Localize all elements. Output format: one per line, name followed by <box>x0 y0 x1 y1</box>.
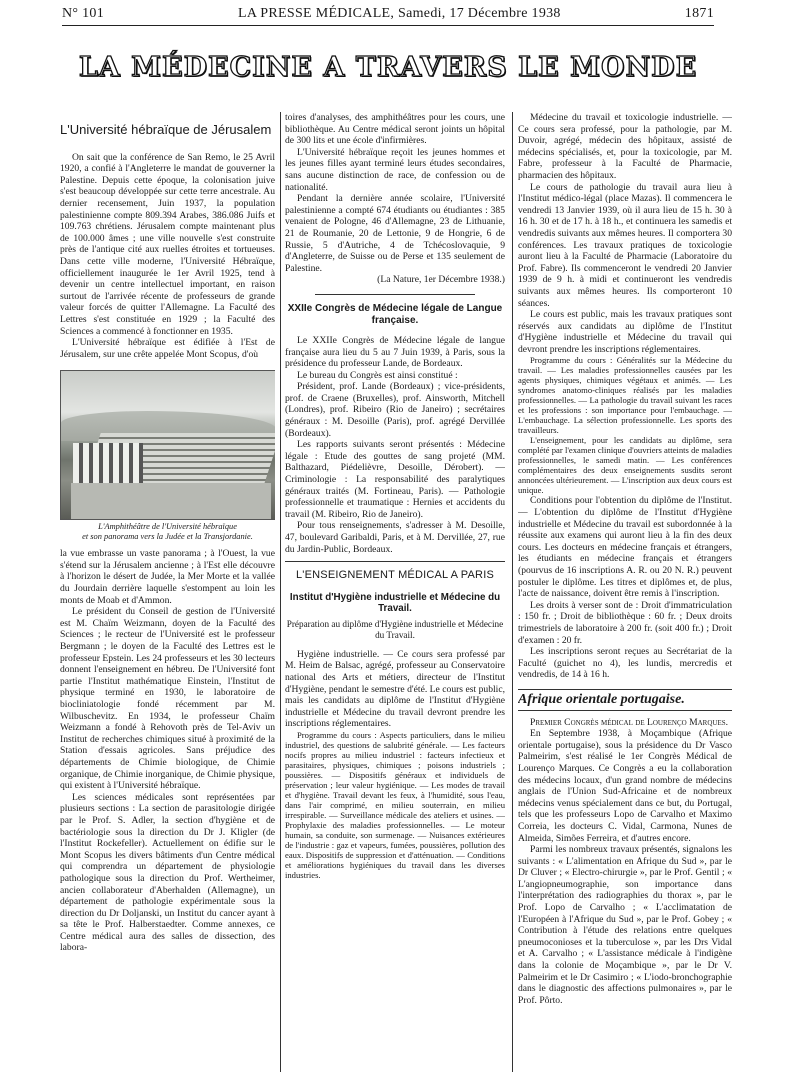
header-rule <box>62 25 714 26</box>
column-2 <box>285 112 505 1074</box>
paragraph: toires d'analyses, des amphithéâtres pour les cours, une bibliothèque. Au Centre médical seront joints un hôpital de 300 lits et une école d'infirmières. <box>285 112 505 147</box>
paragraph: Le cours de pathologie du travail aura lieu à l'Institut médico-légal (place Mazas). Il commencera le vendredi 13 Janvier 1939, où il aura lieu de 15 h. 30 à 16 h. 30 et de 17 h. à 18 h., et continuera les samedis et vendredis suivants aux mêmes heures. Il comportera 30 conférences. Les travaux pratiques de toxicologie auront lieu à la Faculté de Pharmacie (Laboratoire du Prof. Fabre). Ils commenceront le vendredi 20 Janvier 1939 de 9 h. à midi et continueront les vendredis suivants aux mêmes heures. Ils comporteront 10 séances. <box>518 181 732 309</box>
paragraph: L'enseignement, pour les candidats au diplôme, sera complété par l'examen clinique d'ouvriers atteints de maladies professionnelles, le samedi matin. — Les conférences complémentaires des deux enseignements susdits seront annoncées ultérieurement. — L'inscription aux deux cours est unique. <box>518 435 732 496</box>
paragraph: Le président du Conseil de gestion de l'Université est M. Chaïm Weizmann, doyen de la Faculté des Sciences ; le recteur de l'Université est le professeur Bergmann ; le doyen de la Faculté des Lettres est le professeur Epstein. Les 24 professeurs et les 30 lecteurs donnent l'enseignement en hébreu. De l'Université font partie l'Institut mathématique Einstein, l'Institut de physique terminé en 1930, le laboratoire de biocliniatologie fondé récemment par M. Wilbuschevitz. En 1934, le professeur Chaïm Weizmann a fondé à Rehovoth près de Tel-Aviv un Institut de recherches chimiques situé à proximité de la Station d'essais agricoles. Sans préjudice des départements de Chimie biologique, de Chimie organique, de Chimie inorganique, de Chimie physique, qui existent à l'Université hébraïque. <box>60 606 275 792</box>
paragraph: Médecine du travail et toxicologie industrielle. — Ce cours sera professé, pour la pathologie, par M. Duvoir, agrégé, médecin des hôpitaux, assisté de médecins spécialisés, et, pour la toxicologie, par M. Fabre, professeur à la Faculté de Pharmacie, pharmacien des hôpitaux. <box>518 112 732 181</box>
paragraph: Président, prof. Lande (Bordeaux) ; vice-présidents, prof. de Craene (Bruxelles), prof. Ainsworth, Mitchell (Londres), prof. Ribeiro (Rio de Janeiro) ; secrétaires généraux : M. Desoille (Paris), prof. agrégé Dervillée (Bordeaux). <box>285 381 505 439</box>
amphitheatre-photo <box>60 370 275 520</box>
diploma-subtitle: Préparation au diplôme d'Hygiène industrielle et Médecine du Travail. <box>286 618 504 640</box>
paragraph: la vue embrasse un vaste panorama ; à l'Ouest, la vue s'étend sur la Jérusalem ancienne ; à l'Est elle découvre à l'horizon le désert de Judée, la Mer Morte et la vallée du Jourdain derrière laquelle s'estompent au loin les monts de Moab et d'Ammon. <box>60 548 275 606</box>
paragraph: L'Université hébraïque est édifiée à l'Est de Jérusalem, sur une crête appelée Mont Scopus, d'où <box>60 337 275 360</box>
column-divider <box>512 112 513 1072</box>
issue-number: N° 101 <box>62 6 105 21</box>
paragraph: Pendant la dernière année scolaire, l'Université palestinienne a compté 674 étudiants ou étudiantes : 385 venaient de Pologne, 46 d'Allemagne, 23 de Lithuanie, 21 de Roumanie, 20 de Lettonie, 9 de Hongrie, 6 de Russie, 5 d'Autriche, 4 de Tchécoslovaquie, 9 d'Angleterre, de Suisse ou de Perse et 135 seulement de Palestine. <box>285 193 505 274</box>
paragraph: Le XXIIe Congrès de Médecine légale de langue française aura lieu du 5 au 7 Juin 1939, à Paris, sous la présidence du professeur Lande, de Bordeaux. <box>285 334 505 370</box>
page-number: 1871 <box>684 6 714 21</box>
congress-title: XXIIe Congrès de Médecine légale de Langue française. <box>287 302 503 326</box>
article-title: L'Université hébraïque de Jérusalem <box>60 122 272 137</box>
course-programme: Programme du cours : Généralités sur la Médecine du travail. — Les maladies professionnelles causées par les agents physiques, chimiques végétaux et animés. — Les syndromes anatomo-cliniques réalisés par les maladies professionnelles. — La pathologie du travail suivant les races et les professions : son importance pour l'embauchage. — L'embauchage. La sélection professionnelle. Les sports des travailleurs. <box>518 355 732 436</box>
institute-title: Institut d'Hygiène industrielle et Médecine du Travail. <box>289 591 501 615</box>
paragraph: Les rapports suivants seront présentés : Médecine légale : Etude des gouttes de sang projeté (MM. Balthazard, Piédelièvre, Desoille, Dérobert). — Criminologie : La responsabilité des paralytiques généraux traités (M. Fortineau, Paris). — Pathologie professionnelle et traumatique : Hernies et accidents du travail (M. Ribeiro, Rio de Janeiro). <box>285 439 505 520</box>
congress-subtitle: Premier Congrès médical de Lourenço Marques. <box>530 716 729 728</box>
section-title: L'ENSEIGNEMENT MÉDICAL A PARIS <box>295 569 494 582</box>
paragraph: Parmi les nombreux travaux présentés, signalons les suivants : « L'alimentation en Afrique du Sud », par le Dr Cluver ; « Electro-chirurgie », par le Prof. Gentil ; « L'angiopneumographie, son importance dans l'interprétation des radiographies du thorax », par le Prof. Lopo de Carvalho ; « L'acclimatation de l'Européen à l'Afrique du Sud », par le Prof. Gobey ; « Contribution à l'étude des relations entre quelques pneumoconioses et la tuberculose », par les Drs Vidal et A. Carvalho ; « L'assistance médicale à l'indigène dans la colonie de Moçambique », par le Dr V. Palmeirim et le Dr Casimiro ; « L'iodo-bronchographie dans le diagnostic des affections pulmonaires », par le Prof. Pôrto. <box>518 844 732 1006</box>
journal-date: LA PRESSE MÉDICALE, Samedi, 17 Décembre 1938 <box>238 6 561 21</box>
paragraph: Les droits à verser sont de : Droit d'immatriculation : 150 fr. ; Droit de bibliothèque : 60 fr. ; Deux droits trimestriels de laboratoire à 200 fr. (soit 400 fr.) ; Droit d'examen : 20 fr. <box>518 599 732 646</box>
paragraph: Conditions pour l'obtention du diplôme de l'Institut. — L'obtention du diplôme de l'Institut d'Hygiène industrielle et Médecine du travail est subordonnée à la réussite aux examens qui auront lieu à la fin des deux cours. Les docteurs en médecine français et étrangers, les étudiants en médecine français et étrangers (pourvus de 16 inscriptions A. R. ou 20 N. R.) peuvent postuler le diplôme. Les titres et diplômes et, de plus, l'acte de naissance, doivent être remis à l'inscription. <box>518 495 732 600</box>
photo-caption: L'Amphithéâtre de l'Université hébraïque et son panorama vers la Judée et la Transjordanie. <box>82 522 253 542</box>
paragraph: En Septembre 1938, à Moçambique (Afrique orientale portugaise), sous la présidence du Dr Vasco Palmeirim, s'est réalisé le 1er Congrès Médical de Lourenço Marques. Ce Congrès a eu la collaboration des médecins locaux, d'un grand nombre de médecins anglais de l'Union Sud-Africaine et de nombreux médecins venus spécialement dans ce but, du Portugal, tels que les professeurs Lopo de Carvalho et Maximo Correia, les docteurs C. Vidal, Carmona, Nunes de Almeida, Simões Ferreira, et d'autres encore. <box>518 728 732 844</box>
paragraph: Hygiène industrielle. — Ce cours sera professé par M. Heim de Balsac, agrégé, professeur au Conservatoire national des Arts et métiers, directeur de l'Institut d'Hygiène, pendant le semestre d'été. Le cours est public, mais les candidats au diplôme de l'Institut d'Hygiène industrielle et Médecine du travail devront prendre les inscriptions réglementaires. <box>285 648 505 730</box>
divider <box>285 561 505 562</box>
column-divider <box>280 112 281 1072</box>
paragraph: Pour tous renseignements, s'adresser à M. Desoille, 47, boulevard Garibaldi, Paris, et à M. Dervillée, 27, rue du Jardin-Public, Bordeaux. <box>285 520 505 555</box>
section-banner: LA MÉDECINE A TRAVERS LE MONDE <box>78 52 698 83</box>
paragraph: L'Université hébraïque reçoit les jeunes hommes et les jeunes filles ayant terminé leurs études secondaires, sans aucune distinction de race, de confession ou de nationalité. <box>285 146 505 193</box>
source-citation: (La Nature, 1er Décembre 1938.) <box>377 274 505 286</box>
column-3 <box>518 112 732 1074</box>
column-1 <box>60 112 275 1074</box>
paragraph: Les sciences médicales sont représentées par plusieurs sections : La section de parasitologie dirigée par le Prof. S. Adler, la section d'hygiène et de bactériologie sous la direction du Dr J. Kligler (de l'Institut Rockefeller). Actuellement on édifie sur le Mont Scopus les divers bâtiments d'un Centre médical qui comprendra un département de physiologie pathologique sous la direction du Prof. Wertheimer, ancien collaborateur d'Aberhalden (Allemagne), un département de pathologie expérimentale sous la direction du Dr Doljanski, un Institut du cancer ayant à sa tête le Prof. Halberstaedter. Comme annexes, ce Centre médical aura des salles de dissection, des labora- <box>60 791 275 954</box>
divider <box>315 294 475 295</box>
course-programme: Programme du cours : Aspects particuliers, dans le milieu industriel, des questions de salubrité générale. — Les facteurs nocifs propres au milieu industriel : facteurs infectieux et parasitaires, physiques, chimiques ; poisons industriels ; poussières. — Dispositifs généraux et individuels de préservation ; leur valeur hygiénique. — Les modes de travail et d'hygiène. Travail devant les feux, à l'humidité, sous l'eau, dans l'air comprimé, en milieu souterrain, en milieu irrespirable. — Surveillance médicale des ateliers et usines. — Prophylaxie des maladies professionnelles. — Le moteur humain, sa conduite, son surmenage. — Nuisances extérieures de l'industrie : gaz et vapeurs, fumées, poussières, pollution des eaux. Dispositifs de suppression et d'atténuation. — Conditions et améliorations hygiéniques du travail dans les diverses industries. <box>285 729 505 880</box>
paragraph: On sait que la conférence de San Remo, le 25 Avril 1920, a confié à l'Angleterre le mandat de gouverner la Palestine. Depuis cette époque, la colonisation juive s'est beaucoup développée sur cette terre ancestrale. Au dernier recensement, Juin 1937, la population palestinienne compte 809.394 Arabes, 386.086 Juifs et 109.763 chrétiens. Jérusalem compte maintenant plus de 100.000 âmes ; une ville nouvelle s'est construite près de l'antique cité aux ruelles étroites et tortueuses. Dans cette ville moderne, l'Université Hébraïque, officiellement inaugurée le 1er Avril 1925, tend à devenir un centre intellectuel important, en raison surtout de l'arrivée récente de professeurs de grande valeur forcés de quitter l'Allemagne. La Faculté des Lettres s'est constituée en 1929 ; la Faculté des Sciences a commencé à fonctionner en 1935. <box>60 151 275 337</box>
paragraph: Le bureau du Congrès est ainsi constitué : <box>297 369 458 381</box>
paragraph: Les inscriptions seront reçues au Secrétariat de la Faculté (guichet no 4), les lundis, mercredis et vendredis, de 14 à 16 h. <box>518 646 732 681</box>
article-title: Afrique orientale portugaise. <box>518 691 685 707</box>
paragraph: Le cours est public, mais les travaux pratiques sont réservés aux candidats au diplôme de l'Institut d'Hygiène industrielle et Médecine du travail qui devront prendre les inscriptions réglementaires. <box>518 309 732 355</box>
afrique-heading-box <box>518 689 732 711</box>
